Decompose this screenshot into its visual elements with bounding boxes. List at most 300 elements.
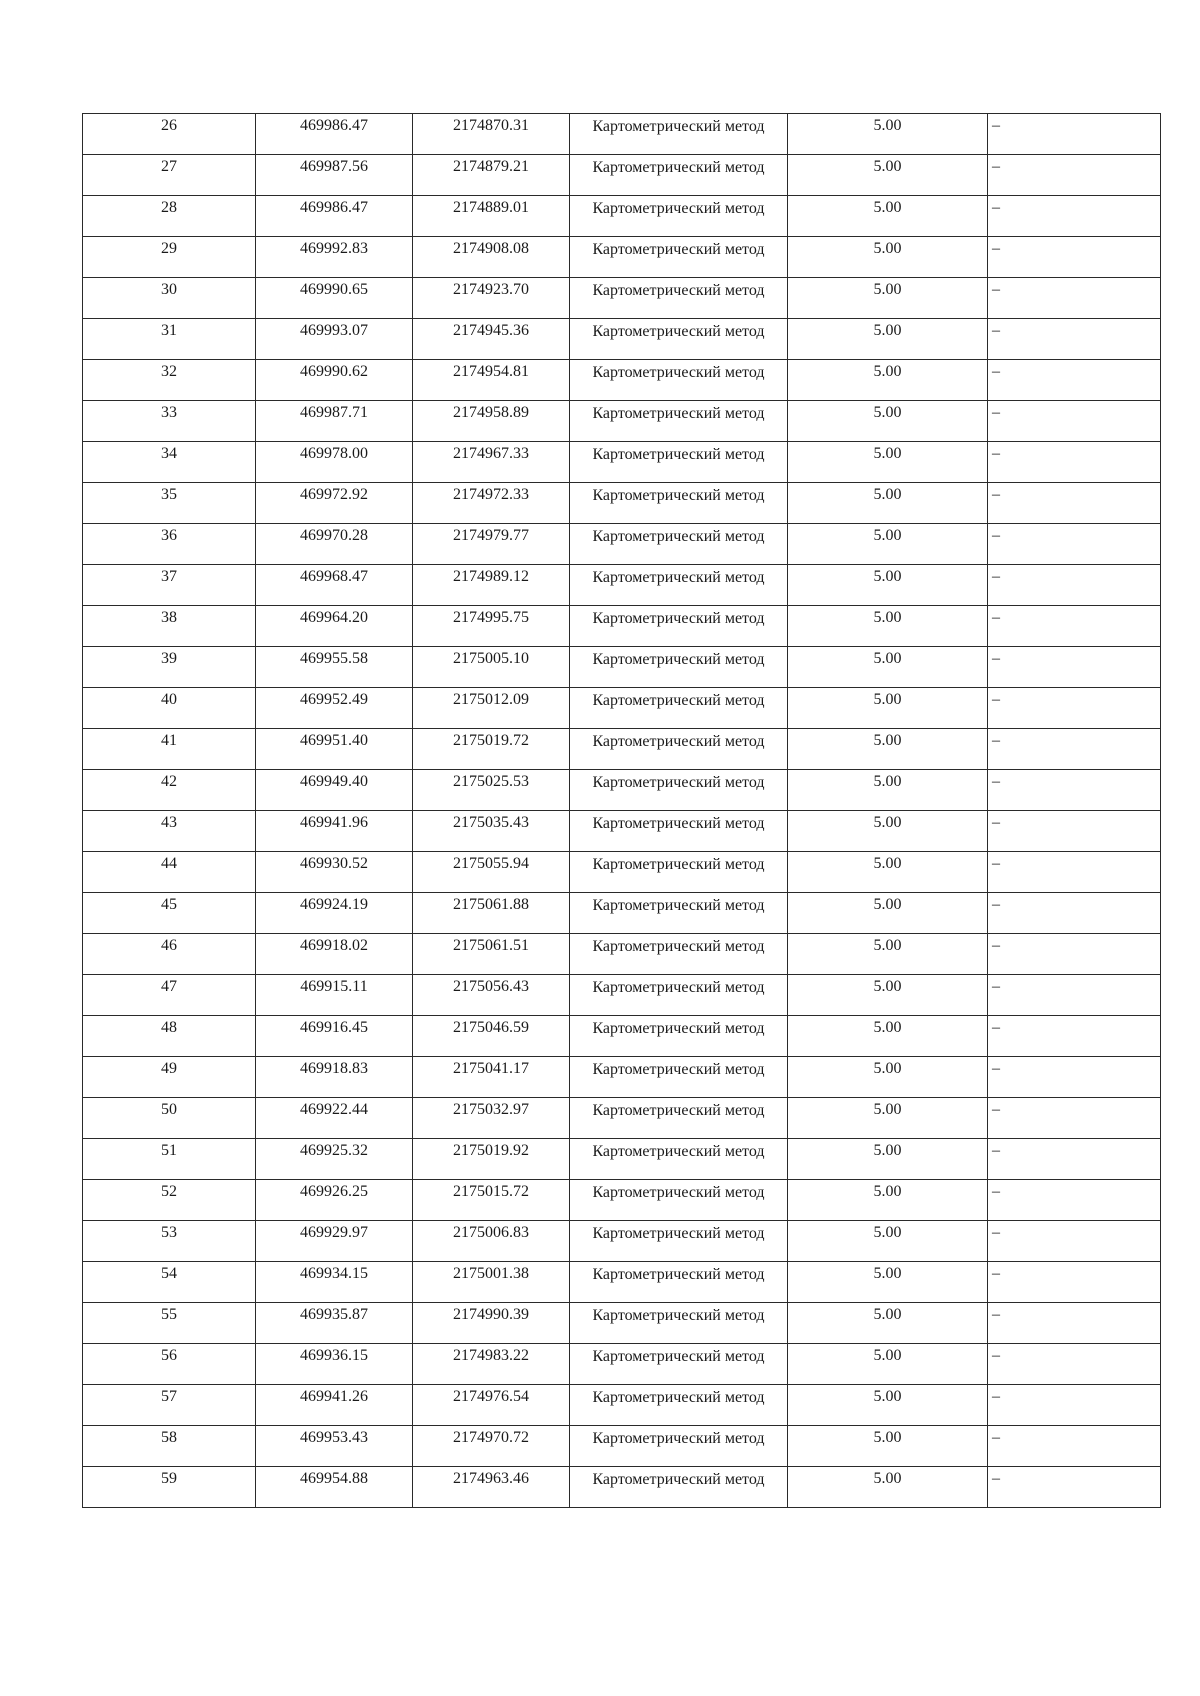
accuracy-cell	[788, 155, 988, 196]
point-number-text: 27	[161, 158, 177, 175]
method-text: Картометрический метод	[592, 1430, 765, 1447]
table-row	[83, 647, 1161, 688]
y-coordinate-text: 2174972.33	[453, 486, 529, 503]
method-text: Картометрический метод	[592, 692, 765, 709]
note-cell	[988, 237, 1161, 278]
accuracy-text: 5.00	[873, 937, 902, 954]
point-number-text: 34	[161, 445, 177, 462]
y-coordinate-cell	[413, 1344, 570, 1385]
x-coordinate-text: 469915.11	[300, 978, 368, 995]
note-text: –	[992, 527, 1000, 544]
x-coordinate-text: 469918.83	[300, 1060, 368, 1077]
accuracy-cell	[788, 237, 988, 278]
accuracy-cell	[788, 852, 988, 893]
method-cell	[570, 155, 788, 196]
note-cell	[988, 442, 1161, 483]
y-coordinate-cell	[413, 1098, 570, 1139]
note-text: –	[992, 486, 1000, 503]
accuracy-text: 5.00	[873, 322, 902, 339]
coordinates-table	[82, 113, 1161, 1508]
method-text: Картометрический метод	[592, 159, 765, 176]
y-coordinate-text: 2175012.09	[453, 691, 529, 708]
note-text: –	[992, 568, 1000, 585]
point-number-cell	[83, 1303, 256, 1344]
accuracy-text: 5.00	[873, 978, 902, 995]
method-text: Картометрический метод	[592, 446, 765, 463]
y-coordinate-cell	[413, 237, 570, 278]
note-text: –	[992, 1265, 1000, 1282]
point-number-text: 39	[161, 650, 177, 667]
x-coordinate-cell	[256, 1262, 413, 1303]
x-coordinate-cell	[256, 237, 413, 278]
method-text: Картометрический метод	[592, 1143, 765, 1160]
y-coordinate-cell	[413, 729, 570, 770]
y-coordinate-text: 2174923.70	[453, 281, 529, 298]
x-coordinate-cell	[256, 852, 413, 893]
x-coordinate-cell	[256, 1426, 413, 1467]
note-cell	[988, 401, 1161, 442]
y-coordinate-cell	[413, 1467, 570, 1508]
y-coordinate-text: 2175025.53	[453, 773, 529, 790]
table-row	[83, 1057, 1161, 1098]
note-cell	[988, 114, 1161, 155]
point-number-text: 38	[161, 609, 177, 626]
y-coordinate-cell	[413, 278, 570, 319]
point-number-text: 50	[161, 1101, 177, 1118]
point-number-cell	[83, 975, 256, 1016]
method-cell	[570, 1180, 788, 1221]
note-cell	[988, 975, 1161, 1016]
accuracy-text: 5.00	[873, 404, 902, 421]
note-cell	[988, 1016, 1161, 1057]
method-text: Картометрический метод	[592, 1348, 765, 1365]
method-cell	[570, 811, 788, 852]
y-coordinate-text: 2174989.12	[453, 568, 529, 585]
accuracy-cell	[788, 688, 988, 729]
note-text: –	[992, 1019, 1000, 1036]
point-number-cell	[83, 1385, 256, 1426]
table-row	[83, 1139, 1161, 1180]
method-cell	[570, 1426, 788, 1467]
x-coordinate-cell	[256, 1385, 413, 1426]
method-cell	[570, 483, 788, 524]
x-coordinate-cell	[256, 1303, 413, 1344]
table-row	[83, 360, 1161, 401]
note-cell	[988, 1426, 1161, 1467]
x-coordinate-cell	[256, 196, 413, 237]
table-row	[83, 1426, 1161, 1467]
x-coordinate-cell	[256, 1467, 413, 1508]
table-row	[83, 975, 1161, 1016]
note-text: –	[992, 773, 1000, 790]
x-coordinate-cell	[256, 770, 413, 811]
method-text: Картометрический метод	[592, 1389, 765, 1406]
note-cell	[988, 155, 1161, 196]
table-row	[83, 1098, 1161, 1139]
y-coordinate-text: 2175035.43	[453, 814, 529, 831]
point-number-cell	[83, 1057, 256, 1098]
note-text: –	[992, 1224, 1000, 1241]
accuracy-cell	[788, 893, 988, 934]
note-cell	[988, 1344, 1161, 1385]
y-coordinate-cell	[413, 1139, 570, 1180]
point-number-text: 48	[161, 1019, 177, 1036]
note-text: –	[992, 240, 1000, 257]
table-row	[83, 278, 1161, 319]
method-text: Картометрический метод	[592, 118, 765, 135]
note-text: –	[992, 158, 1000, 175]
point-number-cell	[83, 196, 256, 237]
accuracy-cell	[788, 1426, 988, 1467]
point-number-cell	[83, 1016, 256, 1057]
x-coordinate-text: 469952.49	[300, 691, 368, 708]
note-text: –	[992, 978, 1000, 995]
method-cell	[570, 442, 788, 483]
method-text: Картометрический метод	[592, 774, 765, 791]
note-text: –	[992, 896, 1000, 913]
y-coordinate-cell	[413, 1385, 570, 1426]
point-number-cell	[83, 729, 256, 770]
accuracy-text: 5.00	[873, 1347, 902, 1364]
table-row	[83, 1385, 1161, 1426]
x-coordinate-cell	[256, 155, 413, 196]
y-coordinate-cell	[413, 1262, 570, 1303]
note-cell	[988, 319, 1161, 360]
method-text: Картометрический метод	[592, 1307, 765, 1324]
accuracy-cell	[788, 483, 988, 524]
accuracy-text: 5.00	[873, 240, 902, 257]
y-coordinate-text: 2175001.38	[453, 1265, 529, 1282]
method-cell	[570, 1139, 788, 1180]
method-cell	[570, 1303, 788, 1344]
note-cell	[988, 893, 1161, 934]
method-cell	[570, 278, 788, 319]
point-number-cell	[83, 565, 256, 606]
method-cell	[570, 606, 788, 647]
x-coordinate-text: 469924.19	[300, 896, 368, 913]
x-coordinate-cell	[256, 1098, 413, 1139]
note-cell	[988, 852, 1161, 893]
y-coordinate-text: 2174958.89	[453, 404, 529, 421]
x-coordinate-cell	[256, 934, 413, 975]
table-row	[83, 237, 1161, 278]
note-text: –	[992, 1183, 1000, 1200]
note-cell	[988, 606, 1161, 647]
accuracy-text: 5.00	[873, 855, 902, 872]
method-text: Картометрический метод	[592, 1471, 765, 1488]
x-coordinate-text: 469990.62	[300, 363, 368, 380]
y-coordinate-text: 2175019.92	[453, 1142, 529, 1159]
y-coordinate-text: 2174976.54	[453, 1388, 529, 1405]
point-number-text: 33	[161, 404, 177, 421]
point-number-text: 32	[161, 363, 177, 380]
method-text: Картометрический метод	[592, 856, 765, 873]
note-text: –	[992, 1429, 1000, 1446]
y-coordinate-text: 2174970.72	[453, 1429, 529, 1446]
point-number-text: 28	[161, 199, 177, 216]
method-cell	[570, 565, 788, 606]
accuracy-cell	[788, 606, 988, 647]
method-cell	[570, 647, 788, 688]
note-text: –	[992, 281, 1000, 298]
x-coordinate-text: 469987.56	[300, 158, 368, 175]
table-row	[83, 770, 1161, 811]
x-coordinate-cell	[256, 1180, 413, 1221]
method-cell	[570, 770, 788, 811]
x-coordinate-cell	[256, 811, 413, 852]
y-coordinate-text: 2174889.01	[453, 199, 529, 216]
y-coordinate-text: 2174983.22	[453, 1347, 529, 1364]
x-coordinate-cell	[256, 1139, 413, 1180]
point-number-text: 55	[161, 1306, 177, 1323]
note-text: –	[992, 1142, 1000, 1159]
note-cell	[988, 647, 1161, 688]
y-coordinate-text: 2175015.72	[453, 1183, 529, 1200]
x-coordinate-text: 469972.92	[300, 486, 368, 503]
point-number-text: 29	[161, 240, 177, 257]
accuracy-text: 5.00	[873, 1183, 902, 1200]
y-coordinate-cell	[413, 155, 570, 196]
accuracy-text: 5.00	[873, 1224, 902, 1241]
accuracy-cell	[788, 1180, 988, 1221]
accuracy-text: 5.00	[873, 814, 902, 831]
y-coordinate-cell	[413, 196, 570, 237]
accuracy-text: 5.00	[873, 1142, 902, 1159]
point-number-text: 46	[161, 937, 177, 954]
method-cell	[570, 934, 788, 975]
method-cell	[570, 1016, 788, 1057]
note-text: –	[992, 1470, 1000, 1487]
point-number-cell	[83, 852, 256, 893]
y-coordinate-cell	[413, 852, 570, 893]
point-number-cell	[83, 442, 256, 483]
table-row	[83, 1221, 1161, 1262]
x-coordinate-text: 469951.40	[300, 732, 368, 749]
accuracy-cell	[788, 934, 988, 975]
y-coordinate-text: 2175019.72	[453, 732, 529, 749]
point-number-text: 59	[161, 1470, 177, 1487]
point-number-text: 53	[161, 1224, 177, 1241]
method-text: Картометрический метод	[592, 1184, 765, 1201]
method-text: Картометрический метод	[592, 364, 765, 381]
point-number-cell	[83, 688, 256, 729]
accuracy-text: 5.00	[873, 445, 902, 462]
accuracy-cell	[788, 565, 988, 606]
note-cell	[988, 1303, 1161, 1344]
method-cell	[570, 975, 788, 1016]
x-coordinate-cell	[256, 565, 413, 606]
y-coordinate-cell	[413, 1016, 570, 1057]
y-coordinate-text: 2174990.39	[453, 1306, 529, 1323]
x-coordinate-cell	[256, 1221, 413, 1262]
y-coordinate-cell	[413, 114, 570, 155]
note-text: –	[992, 1388, 1000, 1405]
table-row	[83, 1344, 1161, 1385]
method-text: Картометрический метод	[592, 200, 765, 217]
note-cell	[988, 196, 1161, 237]
table-row	[83, 442, 1161, 483]
point-number-cell	[83, 647, 256, 688]
method-cell	[570, 852, 788, 893]
point-number-text: 47	[161, 978, 177, 995]
table-row	[83, 565, 1161, 606]
x-coordinate-cell	[256, 319, 413, 360]
method-cell	[570, 114, 788, 155]
y-coordinate-cell	[413, 1057, 570, 1098]
point-number-text: 30	[161, 281, 177, 298]
note-cell	[988, 770, 1161, 811]
method-cell	[570, 401, 788, 442]
x-coordinate-cell	[256, 688, 413, 729]
point-number-cell	[83, 401, 256, 442]
method-text: Картометрический метод	[592, 1061, 765, 1078]
y-coordinate-text: 2175061.88	[453, 896, 529, 913]
point-number-text: 36	[161, 527, 177, 544]
y-coordinate-text: 2175041.17	[453, 1060, 529, 1077]
x-coordinate-cell	[256, 1344, 413, 1385]
accuracy-cell	[788, 114, 988, 155]
accuracy-cell	[788, 975, 988, 1016]
y-coordinate-cell	[413, 688, 570, 729]
y-coordinate-text: 2174967.33	[453, 445, 529, 462]
x-coordinate-cell	[256, 278, 413, 319]
accuracy-cell	[788, 401, 988, 442]
x-coordinate-text: 469993.07	[300, 322, 368, 339]
method-cell	[570, 893, 788, 934]
y-coordinate-text: 2175005.10	[453, 650, 529, 667]
method-text: Картометрический метод	[592, 1266, 765, 1283]
accuracy-text: 5.00	[873, 650, 902, 667]
x-coordinate-cell	[256, 647, 413, 688]
table-row	[83, 196, 1161, 237]
point-number-cell	[83, 278, 256, 319]
point-number-text: 44	[161, 855, 177, 872]
point-number-text: 58	[161, 1429, 177, 1446]
y-coordinate-text: 2174908.08	[453, 240, 529, 257]
y-coordinate-text: 2175046.59	[453, 1019, 529, 1036]
method-text: Картометрический метод	[592, 1020, 765, 1037]
point-number-text: 42	[161, 773, 177, 790]
note-text: –	[992, 855, 1000, 872]
table-row	[83, 319, 1161, 360]
x-coordinate-text: 469978.00	[300, 445, 368, 462]
accuracy-cell	[788, 1344, 988, 1385]
point-number-text: 41	[161, 732, 177, 749]
accuracy-cell	[788, 729, 988, 770]
accuracy-text: 5.00	[873, 896, 902, 913]
point-number-text: 40	[161, 691, 177, 708]
x-coordinate-text: 469954.88	[300, 1470, 368, 1487]
table-row	[83, 811, 1161, 852]
accuracy-text: 5.00	[873, 527, 902, 544]
y-coordinate-cell	[413, 1303, 570, 1344]
note-text: –	[992, 1060, 1000, 1077]
accuracy-cell	[788, 1139, 988, 1180]
y-coordinate-cell	[413, 565, 570, 606]
x-coordinate-cell	[256, 442, 413, 483]
point-number-text: 56	[161, 1347, 177, 1364]
y-coordinate-cell	[413, 647, 570, 688]
note-cell	[988, 729, 1161, 770]
y-coordinate-cell	[413, 442, 570, 483]
table-row	[83, 114, 1161, 155]
note-text: –	[992, 1347, 1000, 1364]
table-row	[83, 524, 1161, 565]
method-text: Картометрический метод	[592, 405, 765, 422]
x-coordinate-text: 469964.20	[300, 609, 368, 626]
accuracy-cell	[788, 1262, 988, 1303]
point-number-cell	[83, 483, 256, 524]
point-number-text: 57	[161, 1388, 177, 1405]
table-row	[83, 729, 1161, 770]
x-coordinate-text: 469992.83	[300, 240, 368, 257]
note-cell	[988, 1180, 1161, 1221]
point-number-cell	[83, 1139, 256, 1180]
point-number-text: 49	[161, 1060, 177, 1077]
x-coordinate-text: 469935.87	[300, 1306, 368, 1323]
x-coordinate-text: 469949.40	[300, 773, 368, 790]
method-text: Картометрический метод	[592, 979, 765, 996]
y-coordinate-text: 2174995.75	[453, 609, 529, 626]
method-text: Картометрический метод	[592, 528, 765, 545]
x-coordinate-text: 469970.28	[300, 527, 368, 544]
table-row	[83, 1016, 1161, 1057]
point-number-cell	[83, 1221, 256, 1262]
y-coordinate-cell	[413, 1426, 570, 1467]
accuracy-cell	[788, 647, 988, 688]
method-cell	[570, 360, 788, 401]
method-text: Картометрический метод	[592, 733, 765, 750]
x-coordinate-text: 469987.71	[300, 404, 368, 421]
table-row	[83, 606, 1161, 647]
method-text: Картометрический метод	[592, 1225, 765, 1242]
accuracy-cell	[788, 360, 988, 401]
table-row	[83, 852, 1161, 893]
accuracy-text: 5.00	[873, 158, 902, 175]
accuracy-text: 5.00	[873, 1101, 902, 1118]
method-cell	[570, 1098, 788, 1139]
accuracy-cell	[788, 442, 988, 483]
note-text: –	[992, 363, 1000, 380]
method-text: Картометрический метод	[592, 241, 765, 258]
method-text: Картометрический метод	[592, 569, 765, 586]
x-coordinate-text: 469922.44	[300, 1101, 368, 1118]
accuracy-cell	[788, 1057, 988, 1098]
y-coordinate-text: 2175032.97	[453, 1101, 529, 1118]
x-coordinate-text: 469934.15	[300, 1265, 368, 1282]
point-number-text: 54	[161, 1265, 177, 1282]
method-cell	[570, 1221, 788, 1262]
note-cell	[988, 1262, 1161, 1303]
y-coordinate-text: 2174963.46	[453, 1470, 529, 1487]
method-text: Картометрический метод	[592, 487, 765, 504]
note-cell	[988, 483, 1161, 524]
table-row	[83, 401, 1161, 442]
note-text: –	[992, 609, 1000, 626]
accuracy-cell	[788, 524, 988, 565]
point-number-text: 45	[161, 896, 177, 913]
note-text: –	[992, 404, 1000, 421]
method-text: Картометрический метод	[592, 651, 765, 668]
note-cell	[988, 1467, 1161, 1508]
note-cell	[988, 688, 1161, 729]
x-coordinate-cell	[256, 1016, 413, 1057]
accuracy-text: 5.00	[873, 691, 902, 708]
method-cell	[570, 1057, 788, 1098]
point-number-cell	[83, 1262, 256, 1303]
note-text: –	[992, 937, 1000, 954]
method-cell	[570, 524, 788, 565]
